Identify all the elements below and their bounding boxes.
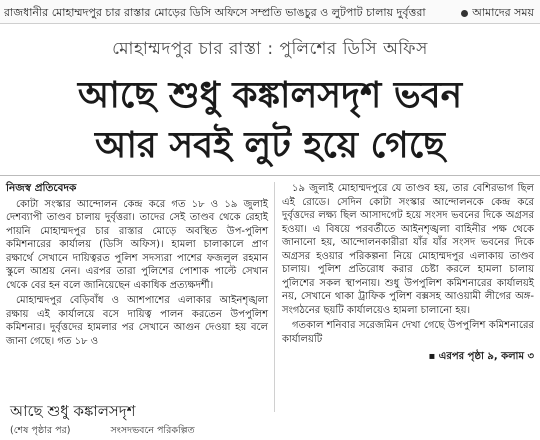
photo-caption-bar bbox=[0, 0, 540, 24]
section-divider bbox=[0, 175, 540, 176]
article-column-right bbox=[282, 182, 534, 364]
column-divider bbox=[274, 182, 275, 412]
jump-from-label: (শেষ পৃষ্ঠার পর) bbox=[10, 425, 71, 436]
headline-line-2: আর সবই লুট হয়ে গেছে bbox=[95, 124, 445, 166]
article-byline: নিজস্ব প্রতিবেদক bbox=[6, 182, 77, 194]
jump-headline: আছে শুধু কঙ্কালসদৃশ bbox=[10, 402, 136, 420]
article-column-left bbox=[6, 182, 268, 350]
photo-source bbox=[461, 4, 534, 23]
article-kicker: মোহাম্মদপুর চার রাস্তা : পুলিশের ডিসি অফিস bbox=[112, 39, 428, 59]
article-paragraph: মোহাম্মদপুর বেড়িবাঁধ ও আশপাশের এলাকার আইনশৃঙ্খলা রক্ষায় এই কার্যালয়ে বসে দায়িত্ব পালন করতেন উপপুলিশ কমিশনার। দুর্বৃত্তদের হামলার পর সেখানে আগুন দেওয়া হয় বলে জানা গেছে। গত ১৮ ও bbox=[6, 295, 268, 347]
jump-text-row bbox=[10, 424, 270, 439]
article-paragraph: ১৯ জুলাই মোহাম্মদপুরে যে তাণ্ডব হয়, তার বেশিরভাগ ছিল এই রোডে। সেদিন কোটা সংস্কার আন্দোলনকে কেন্দ্র করে দুর্বৃত্তদের লক্ষ্য ছিল আসাদগেট হয়ে সংসদ ভবনের দিকে অগ্রসর হওয়া। এ বিষয়ে পরবর্তীতে আইনশৃঙ্খলা বাহিনীর পক্ষ থেকে জানানো হয়, আন্দোলনকারীরা যাঁর যাঁর সংসদ ভবনের দিকে অগ্রসর হওয়ার পরিকল্পনা নিয়ে মোহাম্মদপুর এলাকায় তাণ্ডব চালায়। পুলিশ প্রতিরোধ করার চেষ্টা করলে হামলা চালায় পুলিশের সকল স্থাপনায়। শুধু উপপুলিশ কমিশনারের কার্যালয়ই নয়, সেখানে থাকা ট্রাফিক পুলিশ বক্সসহ আওয়ামী লীগের অঙ্গ-সংগঠনের ছয়টি কার্যালয়েও হামলা চালানো হয়। bbox=[282, 183, 534, 316]
headline-line-1: আছে শুধু কঙ্কালসদৃশ ভবন bbox=[77, 74, 463, 116]
bullet-icon bbox=[461, 10, 468, 17]
article-headline bbox=[10, 70, 530, 170]
article-paragraph: কোটা সংস্কার আন্দোলন কেন্দ্র করে গত ১৮ ও ১৯ জুলাই দেশব্যাপী তাণ্ডব চালায় দুর্বৃত্তরা। তাদের সেই তাণ্ডব থেকে রেহাই পায়নি মোহাম্মদপুর চার রাস্তার মোড়ে অবস্থিত উপ-পুলিশ কমিশনারের কার্যালয় (ডিসি অফিস)। হামলা চালাকালে প্রাণ রক্ষার্থে সেখানে দায়িত্বরত পুলিশ সদস্যরা পাশের ফজলুল রহমান স্কুলে আশ্রয় নেন। এরপর তারা পুলিশের পোশাক পাল্টে সেখান থেকে বের হন বলে জানিয়েছেন একাধিক প্রত্যক্ষদর্শী। bbox=[6, 198, 268, 291]
continued-on-page: ▪ এরপর পৃষ্ঠা ৯, কলাম ৩ bbox=[428, 351, 534, 362]
photo-source-label: আমাদের সময় bbox=[472, 6, 534, 19]
article-paragraph: গতকাল শনিবার সরেজমিন দেখা গেছে উপপুলিশ কমিশনারের কার্যালয়টি bbox=[282, 320, 534, 345]
jump-text: সংসদভবনে পরিকল্পিত bbox=[110, 425, 195, 436]
photo-caption: রাজধানীর মোহাম্মদপুর চার রাস্তার মোড়ের ডিসি অফিসে সম্প্রতি ভাঙচুর ও লুটপাট চালায় দুর্বৃত্তরা bbox=[4, 6, 426, 19]
